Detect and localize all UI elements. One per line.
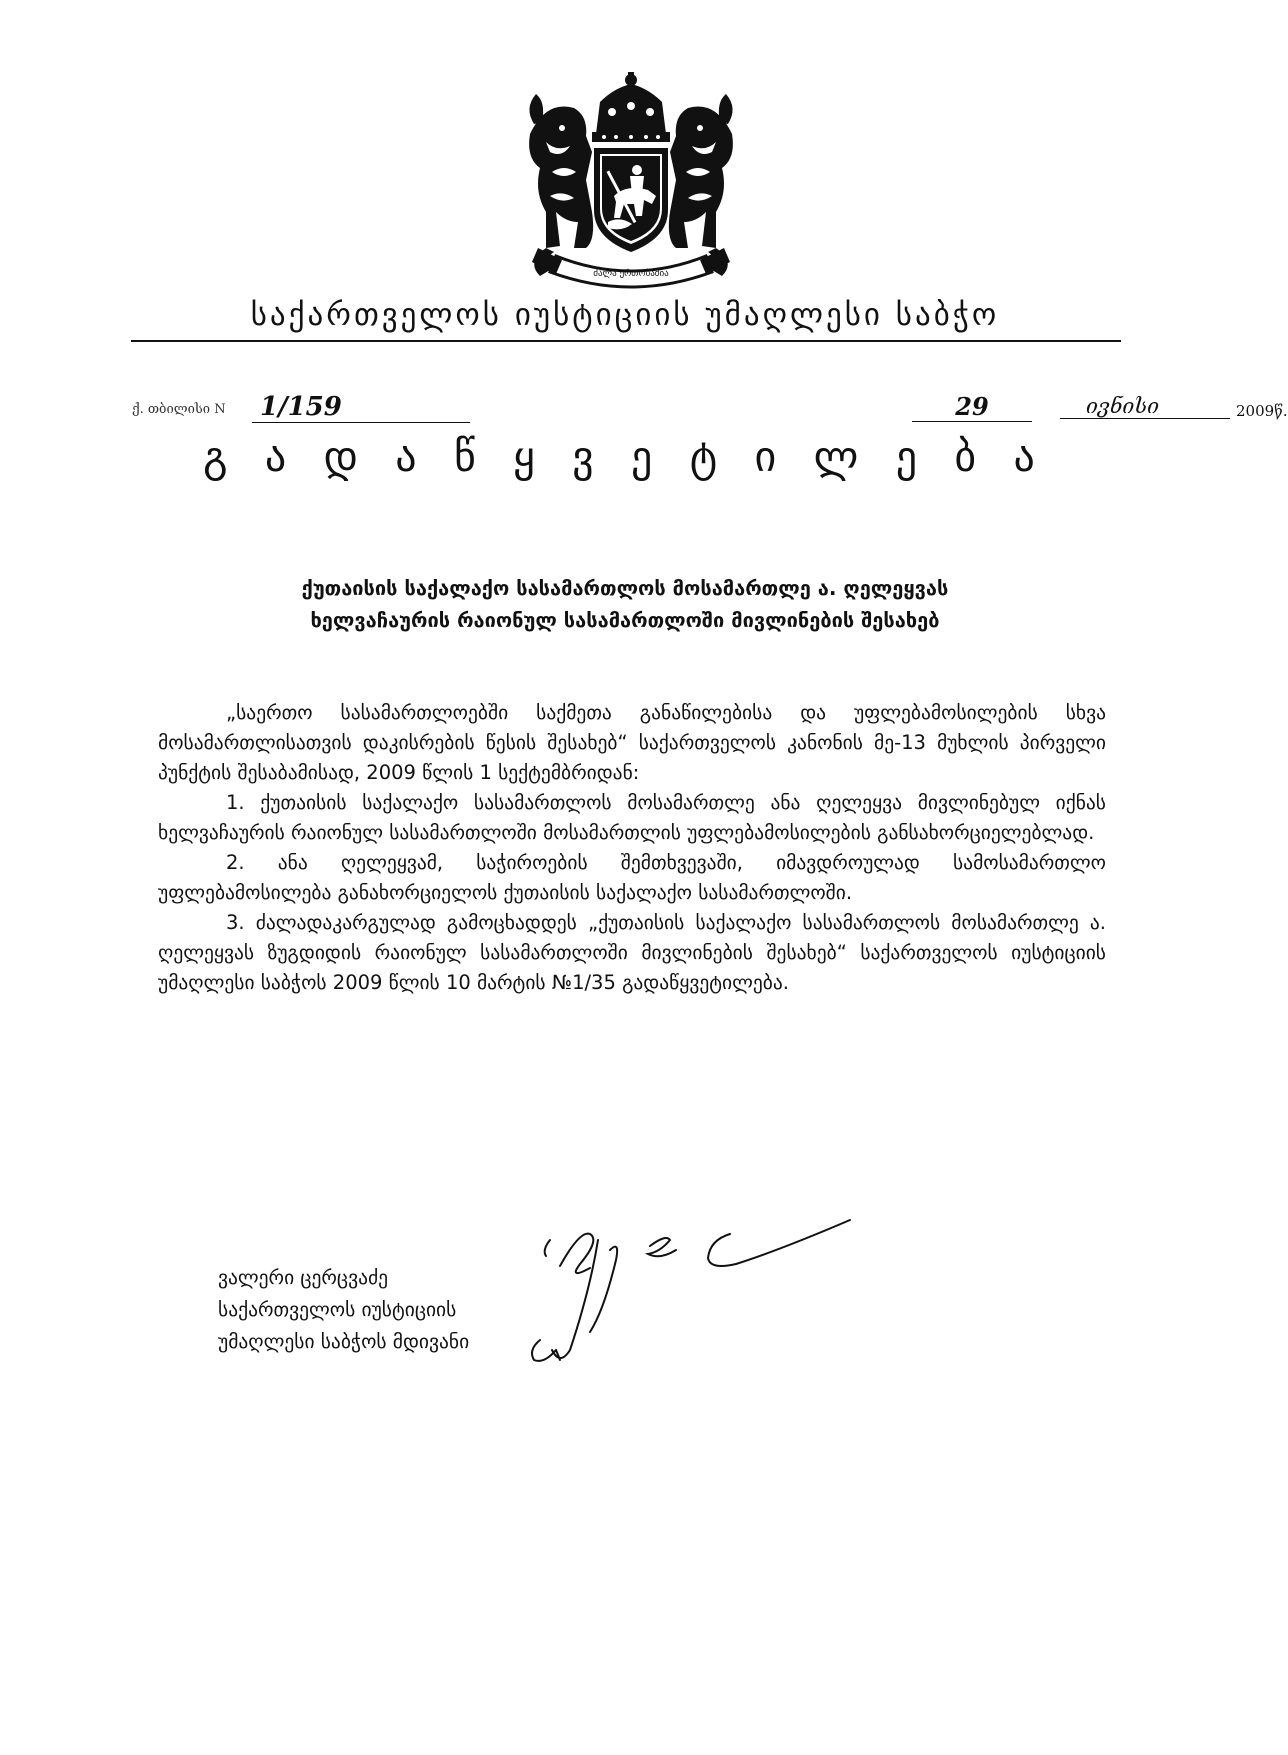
signer-position-line-2: უმაღლესი საბჭოს მდივანი [218, 1330, 470, 1353]
preamble-paragraph: „საერთო სასამართლოებში საქმეთა განაწილებისა და უფლებამოსილების სხვა მოსამართლისათვის დაკისრების წესის შესახებ“ საქართველოს კანონის მე-13 მუხლის პირველი პუნქტის შესაბამისად, 2009 წლის 1 სექტემბრიდან: [158, 701, 1106, 784]
document-type-title: გ ა დ ა წ ყ ვ ე ტ ი ლ ე ბ ა [203, 432, 1047, 481]
decision-body [158, 698, 1106, 998]
organization-title: საქართველოს იუსტიციის უმაღლესი საბჭო [250, 297, 1000, 333]
signer-position-line-1: საქართველოს იუსტიციის [218, 1298, 457, 1321]
subject-heading [180, 572, 1070, 636]
date-year: 2009წ. [1236, 402, 1288, 420]
subject-line-2: ხელვაჩაურის რაიონულ სასამართლოში მივლინების შესახებ [310, 608, 940, 632]
signer-name: ვალერი ცერცვაძე [218, 1266, 389, 1289]
georgia-coat-of-arms-icon [516, 72, 746, 290]
date-month: ივნისი [1060, 394, 1230, 419]
decision-item-3: 3. ძალადაკარგულად გამოცხადდეს „ქუთაისის საქალაქო სასამართლოს მოსამართლე ა. ღელეყვას ზუგდიდის რაიონულ სასამართლოში მივლინების შესახებ“ საქართველოს იუსტიციის უმაღლესი საბჭოს 2009 წლის 10 მარტის №1/35 გადაწყვეტილება. [158, 911, 1106, 994]
header-divider [131, 340, 1121, 342]
signer-block [218, 1262, 469, 1358]
decision-item-1: 1. ქუთაისის საქალაქო სასამართლოს მოსამართლე ანა ღელეყვა მივლინებულ იქნას ხელვაჩაურის რაიონულ სასამართლოში მოსამართლის უფლებამოსილების განსახორციელებლად. [158, 791, 1106, 844]
motto-text: ძალა ერთობაშია [593, 269, 669, 279]
registration-number: 1/159 [252, 392, 470, 423]
decision-item-2: 2. ანა ღელეყვამ, საჭიროების შემთხვევაში, იმავდროულად სამოსამართლო უფლებამოსილება განახორციელოს ქუთაისის საქალაქო სასამართლოში. [158, 851, 1106, 904]
registration-prefix: ქ. თბილისი N [132, 402, 226, 417]
date-day: 29 [912, 392, 1032, 422]
handwritten-signature-icon [520, 1200, 950, 1370]
registration-line [132, 392, 1288, 428]
subject-line-1: ქუთაისის საქალაქო სასამართლოს მოსამართლე ა. ღელეყვას [301, 576, 949, 600]
